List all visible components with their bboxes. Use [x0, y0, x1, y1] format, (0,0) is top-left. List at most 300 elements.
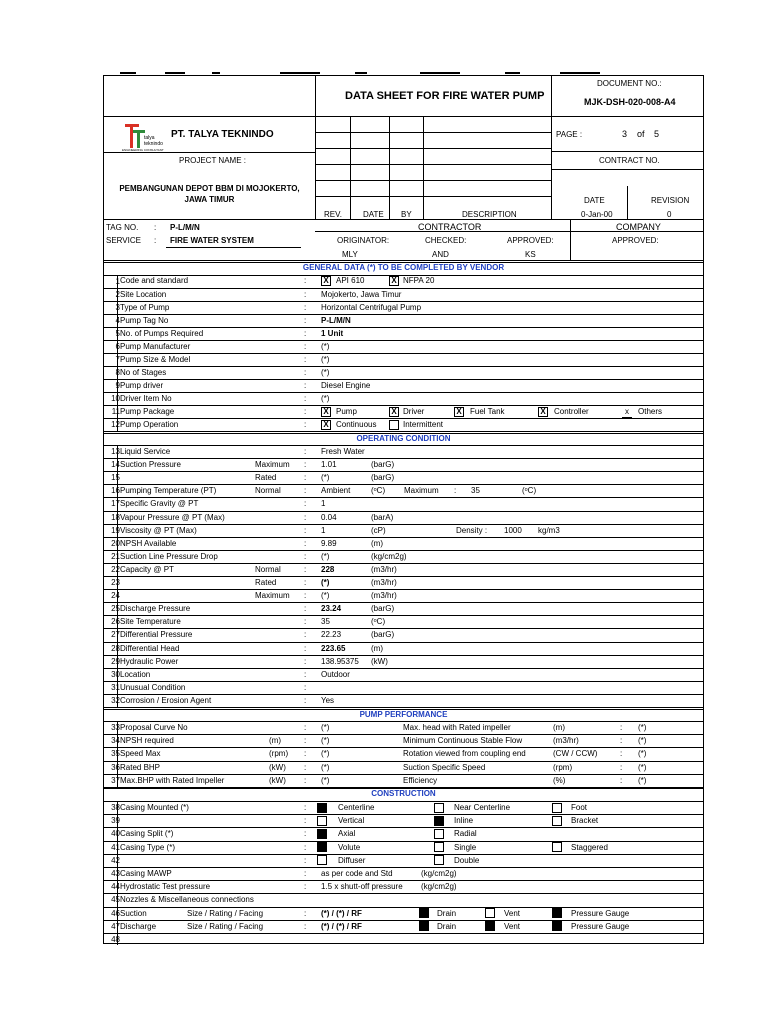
option-checkbox[interactable]: [317, 803, 327, 813]
row-label: Unusual Condition: [120, 682, 186, 692]
logo-subtitle: ENGINEERING CONSULTANT: [122, 148, 164, 152]
row-colon: :: [454, 486, 457, 496]
option-checkbox[interactable]: [552, 816, 562, 826]
row-number: 13: [111, 447, 120, 456]
row-value: 9.89: [321, 538, 337, 548]
row-extra-unit: kg/m3: [538, 525, 560, 535]
row-unit: (kg/cm2g): [421, 869, 457, 878]
package-controller-label: Controller: [554, 407, 589, 416]
row-divider: [104, 379, 703, 380]
option-checkbox[interactable]: [434, 803, 444, 813]
package-others-label: Others: [638, 407, 663, 416]
option-label: Near Centerline: [454, 803, 511, 812]
row-unit: (ᵒC): [371, 617, 386, 627]
row-colon: :: [304, 499, 307, 509]
row-label: Capacity @ PT: [120, 564, 174, 574]
row-divider: [104, 628, 703, 629]
row-divider: [104, 602, 703, 603]
row-colon: :: [304, 564, 307, 574]
row-unit: (barG): [371, 460, 395, 470]
row-label: Casing MAWP: [120, 869, 172, 878]
row-extra-value: 35: [471, 486, 480, 496]
tag-no-value: P-L/M/N: [170, 223, 200, 232]
row-right-unit: (CW / CCW): [553, 749, 598, 759]
tag-colon: :: [154, 223, 157, 232]
row-label: Suction: [120, 908, 147, 918]
row-right-label: Max. head with Rated impeller: [403, 723, 511, 732]
row-label: Max.BHP with Rated Impeller: [120, 775, 225, 785]
row-extra-label: Density :: [456, 525, 488, 535]
row-divider: [104, 301, 703, 302]
row-colon: :: [304, 578, 307, 587]
rev-col-date: DATE: [363, 210, 384, 219]
row-value: as per code and Std: [321, 869, 393, 878]
row-colon: :: [304, 447, 307, 456]
pressure-gauge-checkbox[interactable]: [552, 908, 562, 918]
row-colon: :: [304, 908, 307, 918]
row-colon: :: [304, 381, 307, 390]
row-divider: [104, 288, 703, 289]
option-label: Bracket: [571, 816, 599, 826]
row-sublabel: Size / Rating / Facing: [187, 921, 264, 931]
option-checkbox[interactable]: [434, 842, 444, 852]
row-number: 5: [115, 329, 120, 338]
row-sublabel: Rated: [255, 473, 277, 483]
row-number: 23: [111, 578, 120, 587]
row-label: Pumping Temperature (PT): [120, 486, 217, 496]
header-dash: [420, 72, 460, 74]
row-number: 30: [111, 669, 120, 679]
package-fuel-tank-checkbox[interactable]: X: [454, 407, 464, 417]
row-number: 21: [111, 551, 120, 561]
date-value: 0-Jan-00: [581, 210, 613, 219]
row-value: Fresh Water: [321, 447, 365, 456]
row-unit: (kg/cm2g): [371, 551, 407, 561]
row-label: Specific Gravity @ PT: [120, 499, 199, 509]
row-divider: [104, 707, 703, 708]
row-divider: [104, 721, 703, 722]
row-value: Outdoor: [321, 669, 350, 679]
row-divider: [104, 747, 703, 748]
row-label: Speed Max: [120, 749, 161, 759]
row-label: Pump Size & Model: [120, 355, 191, 364]
row-colon: :: [304, 420, 307, 429]
row-label: Pump Tag No: [120, 316, 169, 325]
project-name-label: PROJECT NAME :: [179, 156, 246, 165]
row-value: 1: [321, 525, 326, 535]
row-divider: [104, 497, 703, 498]
row-number: 35: [111, 749, 120, 759]
row-divider: [104, 511, 703, 512]
contractor-label: CONTRACTOR: [418, 222, 482, 232]
row-number: 3: [115, 303, 120, 312]
row-number: 37: [111, 775, 120, 785]
row-colon: :: [304, 342, 307, 351]
row-colon: :: [304, 486, 307, 496]
row-number: 45: [111, 895, 120, 905]
row-number: 22: [111, 564, 120, 574]
row-number: 41: [111, 842, 120, 852]
option-checkbox[interactable]: [552, 842, 562, 852]
continuous-checkbox[interactable]: X: [321, 420, 331, 430]
row-colon: :: [304, 695, 307, 705]
date-label: DATE: [584, 196, 605, 205]
row-number: 36: [111, 762, 120, 772]
option-checkbox[interactable]: [434, 829, 444, 839]
row-unit: (m3/hr): [371, 578, 397, 587]
row-number: 4: [115, 316, 120, 325]
row-value: 1 Unit: [321, 329, 344, 338]
option-checkbox[interactable]: [317, 829, 327, 839]
row-right-label: Rotation viewed from coupling end: [403, 749, 526, 759]
company-name: PT. TALYA TEKNINDO: [171, 129, 274, 140]
row-unit: (kW): [269, 775, 286, 785]
row-colon: :: [304, 525, 307, 535]
row-colon: :: [304, 749, 307, 759]
section-divider: [104, 709, 703, 710]
rev-col-rev: REV.: [324, 210, 342, 219]
row-label: Differential Pressure: [120, 630, 193, 640]
row-label: Type of Pump: [120, 303, 170, 312]
row-colon: :: [304, 842, 307, 852]
row-label: NPSH required: [120, 736, 174, 746]
row-number: 43: [111, 869, 120, 878]
row-divider: [104, 642, 703, 643]
row-label: Pump Package: [120, 407, 175, 416]
row-number: 31: [111, 682, 120, 692]
row-divider: [104, 314, 703, 315]
row-colon: :: [304, 355, 307, 364]
row-sublabel: Maximum: [255, 591, 290, 601]
package-fuel-tank-label: Fuel Tank: [470, 407, 505, 416]
row-extra-value: 1000: [504, 525, 522, 535]
row-divider: [104, 589, 703, 590]
option-label: Vertical: [338, 816, 365, 826]
row-colon: :: [304, 869, 307, 878]
row-number: 19: [111, 525, 120, 535]
row-value: Mojokerto, Jawa Timur: [321, 290, 402, 299]
option-checkbox[interactable]: [552, 803, 562, 813]
row-label: Driver Item No: [120, 394, 172, 403]
row-value: (*) / (*) / RF: [321, 908, 362, 918]
row-divider: [104, 734, 703, 735]
row-unit: (barG): [371, 473, 395, 483]
row-label: Casing Type (*): [120, 842, 175, 852]
row-label: Casing Mounted (*): [120, 803, 189, 812]
row-number: 18: [111, 512, 120, 522]
option-checkbox[interactable]: [434, 855, 444, 865]
option-checkbox[interactable]: [317, 855, 327, 865]
row-number: 40: [111, 829, 120, 839]
company-approved-label: APPROVED:: [612, 236, 659, 245]
row-divider: [104, 392, 703, 393]
row-unit: (kW): [371, 656, 388, 666]
row-colon: :: [304, 829, 307, 839]
rev-col-by: BY: [401, 210, 412, 219]
row-label: Viscosity @ PT (Max): [120, 525, 197, 535]
service-value: FIRE WATER SYSTEM: [170, 236, 254, 245]
row-divider: [104, 524, 703, 525]
logo-text-talya: talya: [144, 135, 155, 141]
header-dash: [212, 72, 220, 74]
row-value: (*): [321, 394, 330, 403]
row-value: (*): [321, 342, 330, 351]
row-right-label: Minimum Continuous Stable Flow: [403, 736, 523, 746]
row-colon: :: [304, 538, 307, 548]
row-value: Ambient: [321, 486, 351, 496]
option-checkbox[interactable]: [317, 842, 327, 852]
row-label: No. of Pumps Required: [120, 329, 204, 338]
row-label: Proposal Curve No: [120, 723, 188, 732]
row-label: Site Temperature: [120, 617, 181, 627]
row-unit: (m3/hr): [371, 591, 397, 601]
row-colon: :: [620, 762, 623, 772]
vent-checkbox[interactable]: [485, 921, 495, 931]
row-unit: (rpm): [269, 749, 289, 759]
row-colon: :: [620, 749, 623, 759]
row-colon: :: [304, 290, 307, 299]
row-value: Diesel Engine: [321, 381, 371, 390]
row-colon: :: [304, 394, 307, 403]
row-divider: [104, 933, 703, 934]
row-value: Yes: [321, 695, 335, 705]
row-number: 10: [111, 394, 120, 403]
row-unit: (barG): [371, 604, 395, 614]
revision-label: REVISION: [651, 196, 690, 205]
row-divider: [104, 576, 703, 577]
row-colon: :: [304, 723, 307, 732]
row-colon: :: [304, 316, 307, 325]
approved-value: KS: [525, 250, 536, 259]
header-dash: [355, 72, 367, 74]
row-unit: (ᵒC): [371, 486, 386, 496]
row-colon: :: [304, 460, 307, 470]
rev-col-description: DESCRIPTION: [462, 210, 517, 219]
row-right-value: (*): [638, 775, 647, 785]
row-number: 32: [111, 695, 120, 705]
intermittent-checkbox[interactable]: [389, 420, 399, 430]
row-number: 47: [111, 921, 120, 931]
row-divider: [104, 275, 703, 276]
row-colon: :: [304, 617, 307, 627]
row-divider: [104, 563, 703, 564]
row-right-value: (*): [638, 749, 647, 759]
row-unit: (cP): [371, 525, 386, 535]
row-colon: :: [304, 630, 307, 640]
row-right-unit: (m3/hr): [553, 736, 579, 746]
pressure-gauge-checkbox[interactable]: [552, 921, 562, 931]
row-colon: :: [304, 276, 307, 285]
row-colon: :: [304, 329, 307, 338]
row-divider: [104, 340, 703, 341]
row-colon: :: [304, 512, 307, 522]
option-label: Staggered: [571, 842, 608, 852]
row-number: 38: [111, 803, 120, 812]
row-value: (*): [321, 762, 330, 772]
row-divider: [104, 854, 703, 855]
vent-label: Vent: [504, 908, 521, 918]
row-number: 46: [111, 908, 120, 918]
row-label: Hydrostatic Test pressure: [120, 882, 211, 892]
option-label: Diffuser: [338, 855, 366, 865]
row-right-value: (*): [638, 736, 647, 746]
row-label: Suction Line Pressure Drop: [120, 551, 218, 561]
row-divider: [104, 353, 703, 354]
pressure-gauge-label: Pressure Gauge: [571, 921, 630, 931]
row-divider: [104, 418, 703, 419]
approved-label: APPROVED:: [507, 236, 554, 245]
row-divider: [104, 366, 703, 367]
page-number: 3: [622, 129, 628, 139]
row-divider: [104, 827, 703, 828]
row-colon: :: [304, 775, 307, 785]
row-value: P-L/M/N: [321, 316, 351, 325]
row-sublabel: Size / Rating / Facing: [187, 908, 264, 918]
row-label: Pump Operation: [120, 420, 179, 429]
row-value: (*): [321, 368, 330, 377]
row-sublabel: Normal: [255, 564, 281, 574]
row-divider: [104, 920, 703, 921]
package-pump-checkbox[interactable]: X: [321, 407, 331, 417]
section-divider: [104, 433, 703, 434]
row-number: 2: [115, 290, 120, 299]
company-logo: [122, 122, 170, 154]
continuous-label: Continuous: [336, 420, 377, 429]
row-colon: :: [620, 775, 623, 785]
row-label: Pump driver: [120, 381, 164, 390]
row-value: (*) / (*) / RF: [321, 921, 362, 931]
drain-label: Drain: [437, 908, 457, 918]
package-controller-checkbox[interactable]: X: [538, 407, 548, 417]
drain-checkbox[interactable]: [419, 921, 429, 931]
row-value: (*): [321, 473, 330, 483]
row-colon: :: [620, 723, 623, 732]
section-operating: OPERATING CONDITION: [356, 434, 451, 443]
row-label: Hydraulic Power: [120, 656, 179, 666]
row-number: 12: [111, 420, 120, 429]
header-dash: [560, 72, 600, 74]
row-colon: :: [304, 551, 307, 561]
row-divider: [104, 537, 703, 538]
row-number: 25: [111, 604, 120, 614]
row-value: 23.24: [321, 604, 342, 614]
page-label: PAGE :: [556, 130, 583, 139]
row-divider: [104, 841, 703, 842]
originator-label: ORIGINATOR:: [337, 236, 390, 245]
row-number: 8: [115, 368, 120, 377]
company-label: COMPANY: [616, 222, 661, 232]
revision-value: 0: [667, 210, 672, 219]
package-others-checkbox[interactable]: x: [622, 408, 632, 418]
row-colon: :: [304, 882, 307, 892]
nfpa20-label: NFPA 20: [403, 276, 435, 285]
row-unit: (barG): [371, 630, 395, 640]
row-right-label: Efficiency: [403, 775, 438, 785]
row-label: Liquid Service: [120, 447, 171, 456]
originator-value: MLY: [342, 250, 358, 259]
service-colon: :: [154, 236, 157, 245]
package-driver-checkbox[interactable]: X: [389, 407, 399, 417]
package-pump-label: Pump: [336, 407, 357, 416]
row-label: NPSH Available: [120, 538, 177, 548]
row-divider: [104, 867, 703, 868]
header-dash: [505, 72, 520, 74]
row-colon: :: [304, 855, 307, 865]
row-label: Location: [120, 669, 151, 679]
api610-label: API 610: [336, 276, 365, 285]
row-value: (*): [321, 591, 330, 601]
row-value: 35: [321, 617, 330, 627]
row-number: 48: [111, 935, 120, 944]
row-value: 223.65: [321, 643, 346, 653]
row-right-value: (*): [638, 723, 647, 732]
drain-checkbox[interactable]: [419, 908, 429, 918]
pressure-gauge-label: Pressure Gauge: [571, 908, 630, 918]
project-name: PEMBANGUNAN DEPOT BBM DI MOJOKERTO, JAWA TIMUR: [119, 184, 300, 204]
row-label: Pump Manufacturer: [120, 342, 191, 351]
row-colon: :: [304, 473, 307, 483]
row-unit: (kg/cm2g): [421, 882, 457, 892]
api610-checkbox[interactable]: X: [321, 276, 331, 286]
row-number: 16: [111, 486, 120, 496]
row-value: (*): [321, 736, 330, 746]
section-general: GENERAL DATA (*) TO BE COMPLETED BY VENDOR: [302, 263, 505, 272]
option-label: Centerline: [338, 803, 375, 812]
row-divider: [104, 893, 703, 894]
section-pump-performance: PUMP PERFORMANCE: [359, 710, 448, 719]
row-label: Casing Split (*): [120, 829, 174, 839]
row-divider: [104, 550, 703, 551]
option-checkbox[interactable]: [434, 816, 444, 826]
row-colon: :: [304, 656, 307, 666]
row-label: Vapour Pressure @ PT (Max): [120, 512, 225, 522]
row-colon: :: [304, 762, 307, 772]
tag-no-label: TAG NO.: [106, 223, 139, 232]
row-colon: :: [304, 736, 307, 746]
row-sublabel: Normal: [255, 486, 281, 496]
row-colon: :: [304, 604, 307, 614]
row-value: (*): [321, 578, 330, 587]
option-label: Volute: [338, 842, 361, 852]
row-number: 34: [111, 736, 120, 746]
row-colon: :: [304, 682, 307, 692]
data-sheet: [103, 75, 704, 944]
page-total: 5: [654, 129, 660, 139]
row-unit: (m): [371, 538, 383, 548]
row-value: 0.04: [321, 512, 337, 522]
logo-text-teknindo: teknindo: [144, 141, 163, 147]
vent-label: Vent: [504, 921, 521, 931]
row-number: 14: [111, 460, 120, 470]
row-divider: [104, 880, 703, 881]
row-sublabel: Maximum: [255, 460, 290, 470]
row-number: 11: [111, 407, 120, 416]
row-colon: :: [304, 407, 307, 416]
row-number: 20: [111, 538, 120, 548]
option-label: Foot: [571, 803, 588, 812]
vent-checkbox[interactable]: [485, 908, 495, 918]
row-divider: [104, 907, 703, 908]
row-number: 17: [111, 499, 120, 509]
nfpa20-checkbox[interactable]: X: [389, 276, 399, 286]
row-number: 42: [111, 855, 120, 865]
document-no-label: DOCUMENT NO.:: [597, 79, 662, 88]
option-checkbox[interactable]: [317, 816, 327, 826]
row-number: 6: [115, 342, 120, 351]
row-value: 1: [321, 499, 326, 509]
checked-value: AND: [432, 250, 449, 259]
drain-label: Drain: [437, 921, 457, 931]
